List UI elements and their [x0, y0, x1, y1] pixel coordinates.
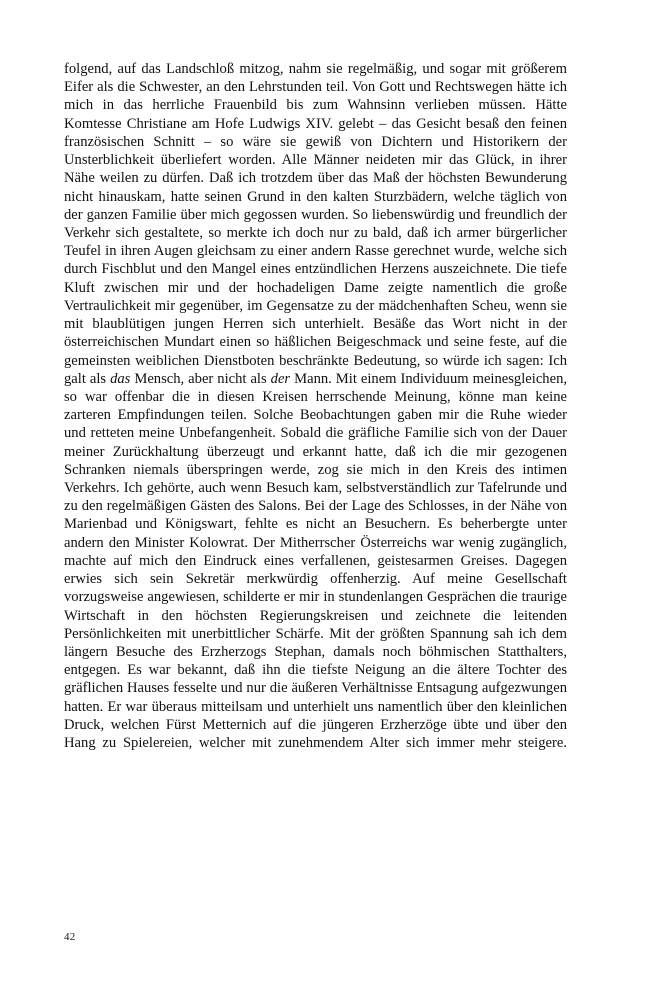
emphasized-word-das: das	[110, 370, 131, 387]
page-text-block	[64, 60, 567, 752]
body-paragraph	[64, 60, 567, 752]
emphasized-word-der: der	[270, 370, 291, 387]
paragraph-segment-1: folgend, auf das Landschloß mitzog, nahm sie regelmäßig, und sogar mit größerem Eifer als die Schwester, an den Lehrstunden teil. Von Gott und Rechtswegen hätte ich mich in das herrliche Frauenbild bis zum Wahnsinn verlieben müssen. Hätte Komtesse Christiane am Hofe Ludwigs XIV. gelebt – das Gesicht besaß den feinen französischen Schnitt – so wäre sie gewiß von Dichtern und Historikern der Unsterblichkeit überliefert worden. Alle Männer neideten mir das Glück, in ihrer Nähe weilen zu dürfen. Daß ich trotzdem über das Maß der höchsten Bewunderung nicht hinauskam, hatte seinen Grund in den kalten Sturzbädern, welche täglich von der ganzen Familie über mich gegossen wurden. So liebenswürdig und freundlich der Verkehr sich gestaltete, so merkte ich doch nur zu bald, daß ich armer bürgerlicher Teufel in ihren Augen gleichsam zu einer andern Rasse gerechnet wurde, welche sich durch Fischblut und den Mangel eines entzündlichen Herzens auszeichnete. Die tiefe Kluft zwischen mir und der hochadeligen Dame zeigte namentlich die große Vertraulichkeit mir gegenüber, im Gegensatze zu der mädchenhaften Scheu, wenn sie mit blaublütigen jungen Herren sich unterhielt. Besäße das Wort nicht in der österreichischen Mundart einen so häßlichen Beigeschmack und seine feste, auf die gemeinsten weiblichen Dienstboten beschränkte Bedeutung, so würde ich sagen: Ich galt als	[64, 61, 567, 387]
paragraph-segment-2: Mensch, aber nicht als	[130, 370, 271, 387]
paragraph-segment-3: Mann. Mit einem Individuum meinesgleichen, so war offenbar die in diesen Kreisen herrschende Meinung, könne man keine zarteren Empfindungen teilen. Solche Beobachtungen gaben mir die Ruhe wieder und retteten meine Unbefangenheit. Sobald die gräfliche Familie sich von der Dauer meiner Zurückhaltung überzeugt und erkannt hatte, daß ich die mir gezogenen Schranken niemals überspringen werde, zog sie mich in den Kreis des intimen Verkehrs. Ich gehörte, auch wenn Besuch kam, selbstverständlich zur Tafelrunde und zu den regelmäßigen Gästen des Salons. Bei der Lage des Schlosses, in der Nähe von Marienbad und Königswart, fehlte es nicht an Besuchern. Es beherbergte unter andern den Minister Kolowrat. Der Mitherrscher Österreichs war wenig zugänglich, machte auf mich den Eindruck eines verfallenen, geistesarmen Greises. Dagegen erwies sich sein Sekretär merkwürdig offenherzig. Auf meine Gesellschaft vorzugsweise angewiesen, schilderte er mir in stundenlangen Gesprächen die traurige Wirtschaft in den höchsten Regierungskreisen und zeichnete die leitenden Persönlichkeiten mit unerbittlicher Schärfe. Mit der größten Spannung sah ich dem längern Besuche des Erzherzogs Stephan, damals noch böhmischen Statthalters, entgegen. Es war bekannt, daß ihn die tiefste Neigung an die ältere Tochter des gräflichen Hauses fesselte und nur die äußeren Verhältnisse Entsagung aufgezwungen hatten. Er war überaus mitteilsam und unterhielt uns namentlich über den kleinlichen Druck, welchen Fürst Metternich auf die jüngeren Erzherzöge übte und über den Hang zu Spielereien, welcher mit zunehmendem Alter sich immer mehr steigere.	[64, 370, 568, 752]
page-number: 42	[64, 931, 76, 943]
